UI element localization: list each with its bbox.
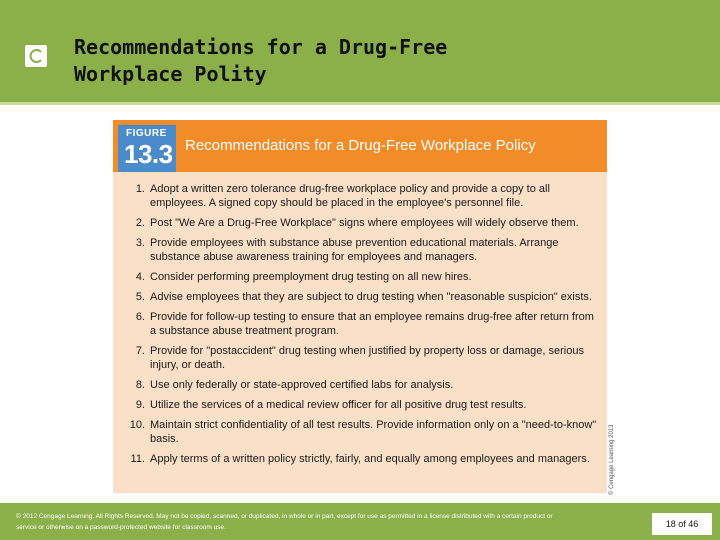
list-item-text: Apply terms of a written policy strictly, fairly, and equally among employees and managers.	[150, 453, 590, 465]
figure-number: 13.3	[124, 139, 173, 169]
list-item	[121, 344, 597, 372]
slide-bullet-icon	[25, 45, 47, 67]
recommendation-list	[121, 182, 597, 472]
figure-header	[113, 120, 607, 172]
list-item	[121, 398, 597, 412]
slide-title: Recommendations for a Drug-Free Workplace Polity	[74, 35, 448, 86]
list-item-text: Utilize the services of a medical review officer for all positive drug test results.	[150, 399, 527, 411]
header-divider	[0, 102, 720, 105]
list-item	[121, 216, 597, 230]
list-item-text: Provide for follow-up testing to ensure that an employee remains drug-free after return from a substance abuse treatment program.	[150, 311, 594, 337]
list-item	[121, 290, 597, 304]
page-number: 18 of 46	[652, 513, 712, 535]
list-item-text: Maintain strict confidentiality of all test results. Provide information only on a "need-to-know" basis.	[150, 419, 597, 445]
list-item	[121, 236, 597, 264]
list-item-text: Provide for "postaccident" drug testing when justified by property loss or damage, serious injury, or death.	[150, 345, 584, 371]
copyright-notice: © 2012 Cengage Learning. All Rights Reserved. May not be copied, scanned, or duplicated, in whole or in part, except for use as permitted in a license distributed with a certain product or service or otherwise on a password-protected website for classroom use.	[16, 513, 553, 531]
list-item	[121, 310, 597, 338]
list-item	[121, 452, 597, 466]
list-item-number: 2.	[135, 217, 145, 229]
list-item-number: 3.	[135, 237, 145, 249]
list-item-number: 5.	[135, 291, 145, 303]
list-item-text: Advise employees that they are subject to drug testing when "reasonable suspicion" exists.	[150, 291, 592, 303]
list-item-number: 6.	[135, 311, 145, 323]
list-item-number: 1.	[135, 183, 145, 195]
list-item	[121, 378, 597, 392]
slide-footer	[0, 503, 720, 540]
list-item-number: 10.	[129, 419, 145, 431]
list-item-number: 8.	[135, 379, 145, 391]
list-item-text: Consider performing preemployment drug testing on all new hires.	[150, 271, 472, 283]
list-item-number: 7.	[135, 345, 145, 357]
list-item	[121, 182, 597, 210]
slide-header	[0, 0, 720, 102]
list-item-text: Post "We Are a Drug-Free Workplace" signs where employees will widely observe them.	[150, 217, 579, 229]
list-item	[121, 270, 597, 284]
list-item-text: Adopt a written zero tolerance drug-free workplace policy and provide a copy to all employees. A signed copy should be placed in the employee's personnel file.	[150, 183, 550, 209]
figure-credit: © Cengage Learning 2013	[609, 424, 615, 495]
figure-tag	[118, 125, 176, 172]
figure-label: FIGURE	[126, 128, 167, 139]
figure-panel	[113, 120, 607, 493]
list-item	[121, 418, 597, 446]
list-item-number: 4.	[135, 271, 145, 283]
figure-title: Recommendations for a Drug-Free Workplace Policy	[185, 137, 536, 154]
list-item-number: 11.	[130, 453, 145, 465]
list-item-number: 9.	[135, 399, 145, 411]
list-item-text: Use only federally or state-approved certified labs for analysis.	[150, 379, 454, 391]
list-item-text: Provide employees with substance abuse prevention educational materials. Arrange substance abuse awareness training for employees and managers.	[150, 237, 559, 263]
